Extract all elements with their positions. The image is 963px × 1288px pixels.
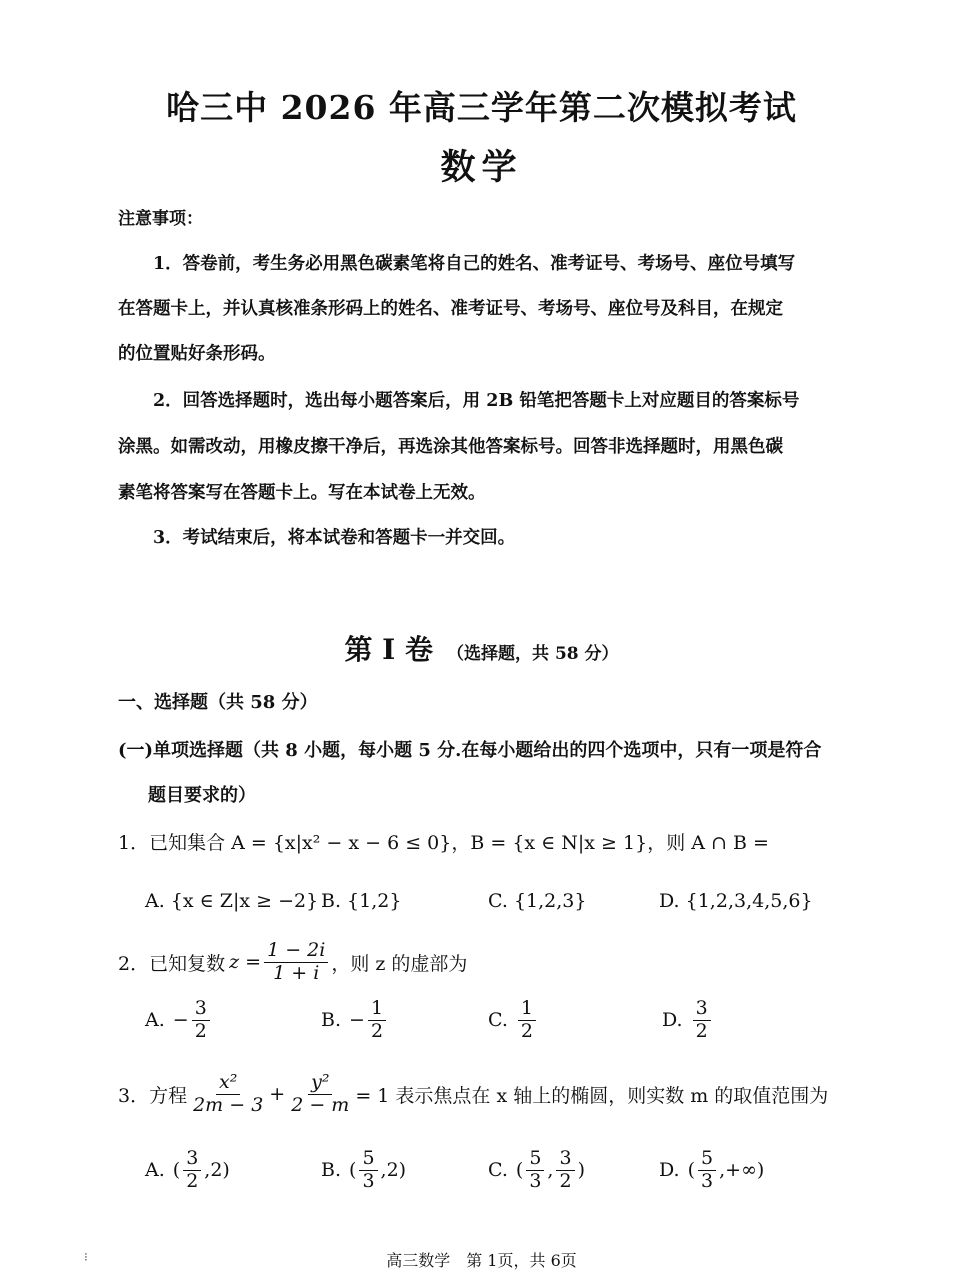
- section-title-main: 第 I 卷: [344, 633, 434, 666]
- option-fraction: [526, 1148, 544, 1193]
- option-close: ,2): [204, 1159, 230, 1182]
- notice-item-2-line-3: 素笔将答案写在答题卡上。写在本试卷上无效。: [118, 483, 486, 503]
- question-3-fraction-y: [288, 1072, 352, 1117]
- question-3-fraction-x: [190, 1072, 266, 1117]
- question-1-option-d: D. {1,2,3,4,5,6}: [659, 890, 813, 912]
- question-3-option-a: [145, 1148, 230, 1193]
- question-1-option-c: C. {1,2,3}: [488, 890, 587, 912]
- question-3-option-c: [488, 1148, 585, 1193]
- question-2-option-b: [321, 998, 389, 1043]
- option-fraction: [693, 998, 711, 1043]
- question-3-option-b: [321, 1148, 406, 1193]
- question-2-fraction-denominator: 1 + i: [273, 961, 320, 984]
- option-fraction: [359, 1148, 377, 1193]
- option-numerator: 3: [556, 1148, 574, 1171]
- option-sign: −: [172, 1009, 189, 1032]
- option-label: D.: [659, 1159, 680, 1182]
- option-numerator: 5: [359, 1148, 377, 1171]
- option-fraction: [556, 1148, 574, 1193]
- option-label: A.: [145, 1009, 165, 1032]
- option-label: A.: [145, 1159, 165, 1182]
- option-open: (: [172, 1159, 181, 1182]
- option-label: B.: [321, 1009, 342, 1032]
- question-2-option-a: [145, 998, 213, 1043]
- option-close: ,2): [380, 1159, 407, 1182]
- option-close: ,+∞): [719, 1159, 765, 1182]
- option-open: (: [515, 1159, 524, 1182]
- option-label: B.: [321, 1159, 342, 1182]
- option-sign: −: [349, 1009, 365, 1032]
- option-denominator: 3: [701, 1169, 714, 1192]
- option-fraction: [192, 998, 210, 1043]
- option-label: C.: [488, 1009, 508, 1032]
- question-2-variable: z =: [229, 951, 262, 974]
- option-numerator: 1: [368, 998, 386, 1021]
- section-title: [0, 628, 963, 668]
- option-denominator: 2: [370, 1019, 384, 1042]
- fraction-numerator: y²: [308, 1072, 332, 1095]
- notice-item-2-line-1: 2．回答选择题时，选出每小题答案后，用 2B 铅笔把答题卡上对应题目的答案标号: [153, 391, 800, 411]
- fraction-numerator: x²: [216, 1072, 240, 1095]
- part-instructions-line-1: (一)单项选择题（共 8 小题，每小题 5 分.在每小题给出的四个选项中，只有一项是符合: [118, 740, 822, 761]
- option-open: (: [687, 1159, 696, 1182]
- question-2-number: 2．已知复数: [118, 952, 226, 975]
- subject-title: 数学: [440, 147, 523, 188]
- question-2-fraction: [264, 940, 328, 985]
- question-2-option-c: [488, 998, 539, 1043]
- option-denominator: 2: [520, 1019, 533, 1042]
- question-1-stem: 1．已知集合 A = {x|x² − x − 6 ≤ 0}，B = {x ∈ N|x ≥ 1}，则 A ∩ B =: [118, 832, 769, 854]
- notice-item-3: 3．考试结束后，将本试卷和答题卡一并交回。: [153, 528, 516, 548]
- margin-mark: ⁝: [84, 1250, 88, 1264]
- option-numerator: 5: [698, 1148, 716, 1171]
- option-numerator: 3: [693, 998, 711, 1021]
- option-numerator: 3: [183, 1148, 201, 1171]
- fraction-denominator: 2m − 3: [193, 1093, 264, 1116]
- option-fraction: [518, 998, 536, 1043]
- question-2-fraction-numerator: 1 − 2i: [264, 940, 328, 963]
- option-fraction: [368, 998, 386, 1043]
- notice-item-1-line-3: 的位置贴好条形码。: [118, 344, 276, 364]
- question-3-number: 3．方程: [118, 1084, 188, 1107]
- option-close: ): [577, 1159, 585, 1182]
- option-numerator: 1: [518, 998, 536, 1021]
- exam-title: 哈三中 2026 年高三学年第二次模拟考试: [166, 88, 797, 127]
- option-numerator: 3: [192, 998, 210, 1021]
- option-label: D.: [662, 1009, 683, 1032]
- option-denominator: 3: [529, 1169, 542, 1192]
- option-denominator: 3: [362, 1169, 375, 1192]
- question-3-stem: [118, 1072, 828, 1117]
- question-2-option-d: [662, 998, 714, 1043]
- notice-item-1-line-1: 1．答卷前，考生务必用黑色碳素笔将自己的姓名、准考证号、考场号、座位号填写: [153, 254, 796, 274]
- option-numerator: 5: [526, 1148, 544, 1171]
- option-denominator: 2: [695, 1019, 708, 1042]
- question-3-option-d: [659, 1148, 764, 1193]
- plus-sign: +: [269, 1083, 286, 1106]
- option-comma: ,: [547, 1159, 554, 1182]
- notice-heading: 注意事项：: [118, 209, 203, 229]
- option-fraction: [698, 1148, 716, 1193]
- option-open: (: [349, 1159, 357, 1182]
- notice-item-2-line-2: 涂黑。如需改动，用橡皮擦干净后，再选涂其他答案标号。回答非选择题时，用黑色碳: [118, 437, 783, 457]
- question-3-tail: = 1 表示焦点在 x 轴上的椭圆，则实数 m 的取值范围为: [355, 1084, 829, 1107]
- option-denominator: 2: [559, 1169, 572, 1192]
- option-denominator: 2: [194, 1019, 207, 1042]
- option-denominator: 2: [186, 1169, 199, 1192]
- fraction-denominator: 2 − m: [291, 1093, 350, 1116]
- question-2-stem: [118, 940, 467, 985]
- option-fraction: [183, 1148, 201, 1193]
- question-2-tail: ，则 z 的虚部为: [331, 952, 468, 975]
- part-heading: 一、选择题（共 58 分）: [118, 692, 318, 713]
- section-title-sub: （选择题，共 58 分）: [447, 644, 619, 664]
- notice-item-1-line-2: 在答题卡上，并认真核准条形码上的姓名、准考证号、考场号、座位号及科目，在规定: [118, 299, 783, 319]
- page-footer: 高三数学 第 1页，共 6页: [386, 1251, 577, 1270]
- part-instructions-line-2: 题目要求的）: [148, 785, 256, 806]
- option-label: C.: [488, 1159, 508, 1182]
- question-1-option-b: B. {1,2}: [321, 890, 402, 912]
- question-1-option-a: A. {x ∈ Z|x ≥ −2}: [145, 890, 319, 912]
